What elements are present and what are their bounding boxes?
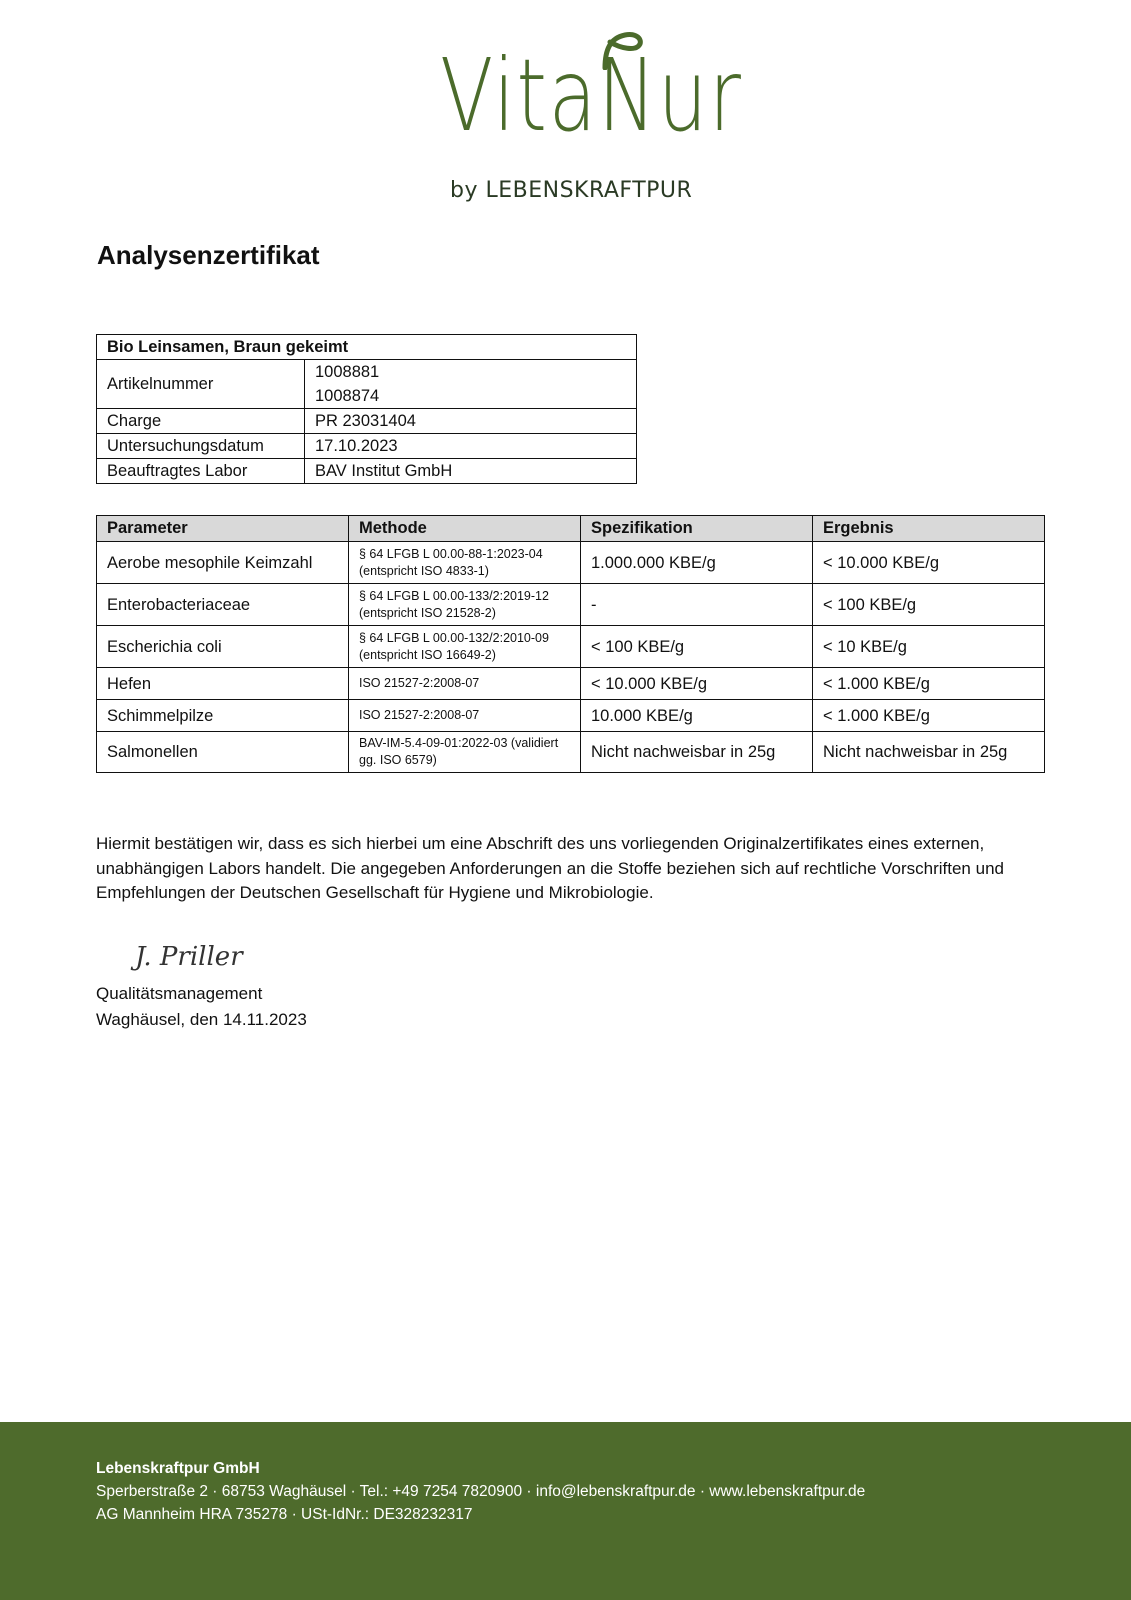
spec-cell: - [581,584,813,626]
parameter-cell: Aerobe mesophile Keimzahl [97,542,349,584]
footer-address: Sperberstraße 2 · 68753 Waghäusel · Tel.: +49 7254 7820900 · info@lebenskraftpur.de · www.lebenskraftpur.de [96,1483,866,1500]
spec-cell: 1.000.000 KBE/g [581,542,813,584]
parameter-cell: Salmonellen [97,732,349,773]
result-cell: < 100 KBE/g [813,584,1045,626]
result-cell: Nicht nachweisbar in 25g [813,732,1045,773]
row-label: Beauftragtes Labor [97,459,305,484]
row-value: 17.10.2023 [305,434,637,459]
table-row [97,360,637,409]
row-label: Untersuchungsdatum [97,434,305,459]
table-row [97,409,637,434]
parameter-cell: Enterobacteriaceae [97,584,349,626]
row-value: BAV Institut GmbH [305,459,637,484]
footer [0,1422,1131,1600]
footer-register: AG Mannheim HRA 735278 · USt-IdNr.: DE328232317 [96,1506,473,1523]
place-date: Waghäusel, den 14.11.2023 [96,1010,307,1029]
logo-wordmark: VitaNur [440,37,743,154]
row-value [305,360,637,409]
parameter-cell: Hefen [97,668,349,700]
method-cell: ISO 21527-2:2008-07 [349,700,581,732]
column-header: Parameter [97,516,349,542]
table-row [97,459,637,484]
row-value: PR 23031404 [305,409,637,434]
spec-cell: < 100 KBE/g [581,626,813,668]
row-label: Charge [97,409,305,434]
parameter-cell: Schimmelpilze [97,700,349,732]
row-label: Artikelnummer [97,360,305,409]
method-cell: ISO 21527-2:2008-07 [349,668,581,700]
table-row [97,542,1045,584]
spec-cell: 10.000 KBE/g [581,700,813,732]
method-cell: § 64 LFGB L 00.00-88-1:2023-04 (entspricht ISO 4833-1) [349,542,581,584]
table-row [97,434,637,459]
table-row [97,732,1045,773]
article-number: 1008874 [315,387,380,405]
result-cell: < 10.000 KBE/g [813,542,1045,584]
table-row [97,700,1045,732]
spec-cell: < 10.000 KBE/g [581,668,813,700]
footer-company: Lebenskraftpur GmbH [96,1460,260,1477]
result-cell: < 1.000 KBE/g [813,668,1045,700]
article-number: 1008881 [315,363,380,381]
table-row [97,626,1045,668]
page-title: Analysenzertifikat [97,240,320,270]
logo-subtitle: by LEBENSKRAFTPUR [450,178,693,203]
product-info-table [96,334,637,484]
parameter-cell: Escherichia coli [97,626,349,668]
statement-text: Hiermit bestätigen wir, dass es sich hierbei um eine Abschrift des uns vorliegenden Originalzertifikates eines externen, unabhängigen Labors handelt. Die angegeben Anforderungen an die Stoffe beziehen sich auf rechtliche Vorschriften und Empfehlungen der Deutschen Gesellschaft für Hygiene und Mikrobiologie. [96,834,1004,902]
method-cell: § 64 LFGB L 00.00-132/2:2010-09 (entspricht ISO 16649-2) [349,626,581,668]
column-header: Methode [349,516,581,542]
table-row [97,584,1045,626]
result-cell: < 1.000 KBE/g [813,700,1045,732]
table-row [97,668,1045,700]
signer-role: Qualitätsmanagement [96,984,263,1003]
column-header: Spezifikation [581,516,813,542]
method-cell: § 64 LFGB L 00.00-133/2:2019-12 (entspricht ISO 21528-2) [349,584,581,626]
product-name: Bio Leinsamen, Braun gekeimt [97,335,637,360]
header-row [97,516,1045,542]
method-cell: BAV-IM-5.4-09-01:2022-03 (validiert gg. ISO 6579) [349,732,581,773]
results-table [96,515,1045,773]
spec-cell: Nicht nachweisbar in 25g [581,732,813,773]
column-header: Ergebnis [813,516,1045,542]
signer-block [96,981,307,1033]
signature: J. Priller [135,942,243,972]
vitanur-logo [430,28,743,213]
result-cell: < 10 KBE/g [813,626,1045,668]
